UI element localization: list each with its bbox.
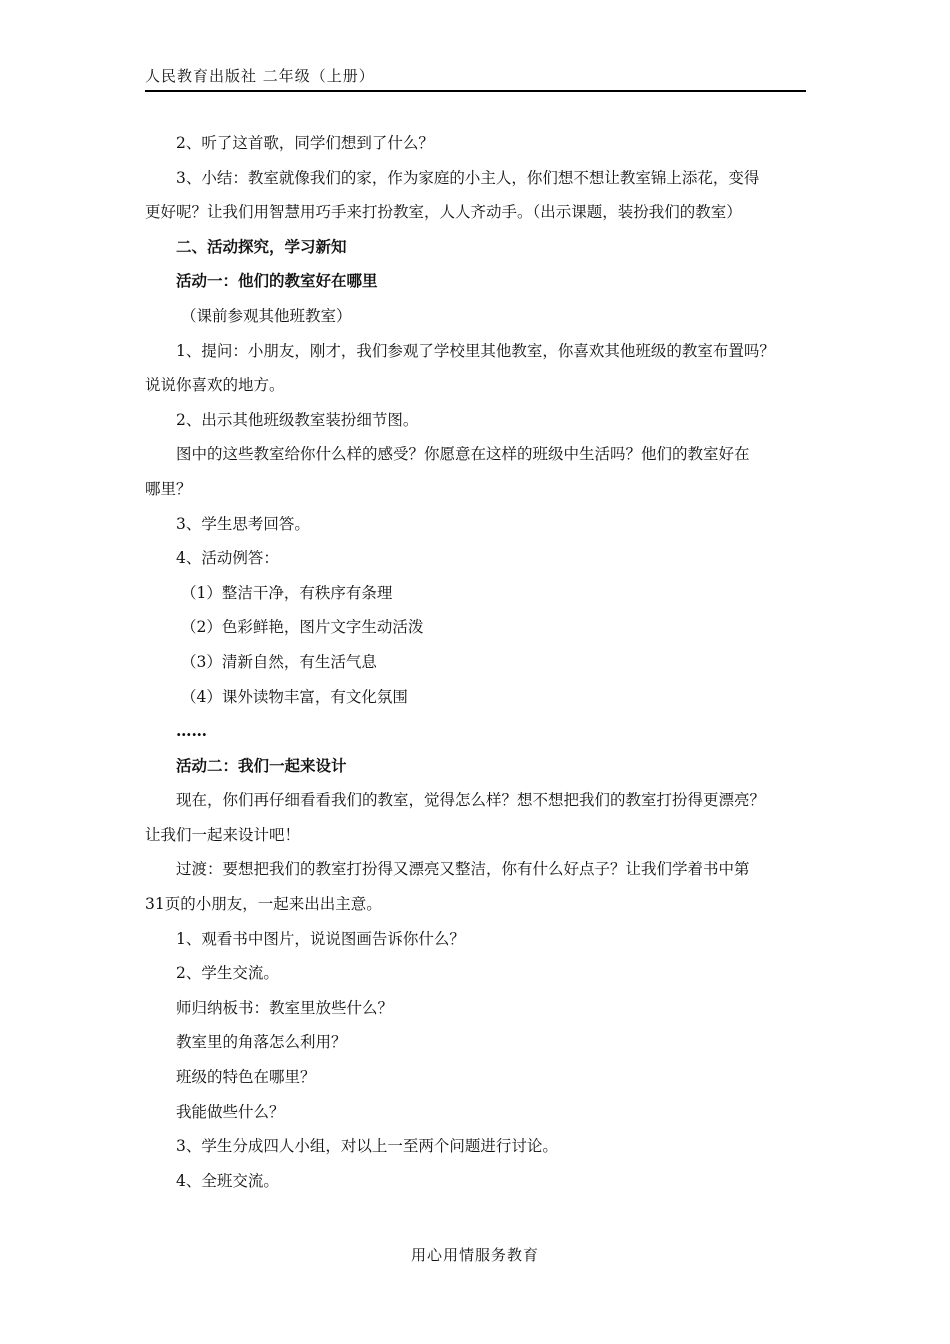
paragraph: 说说你喜欢的地方。 <box>145 376 285 395</box>
page-header: 人民教育出版社 二年级（上册） <box>145 66 806 92</box>
paragraph: 4、全班交流。 <box>176 1171 279 1190</box>
paragraph: 教室里的角落怎么利用？ <box>176 1033 347 1052</box>
paragraph: 过渡：要想把我们的教室打扮得又漂亮又整洁，你有什么好点子？让我们学着书中第 <box>176 860 750 879</box>
page-footer: 用心用情服务教育 <box>410 1246 539 1264</box>
paragraph: 2、出示其他班级教室装扮细节图。 <box>176 410 419 429</box>
paragraph: 2、听了这首歌，同学们想到了什么？ <box>176 134 434 152</box>
list-item: （2）色彩鲜艳，图片文字生动活泼 <box>181 618 424 637</box>
paragraph: 让我们一起来设计吧！ <box>145 825 301 844</box>
paragraph: 我能做些什么？ <box>176 1102 285 1121</box>
paragraph: 4、活动例答： <box>176 549 279 568</box>
paragraph: 3、小结：教室就像我们的家，作为家庭的小主人，你们想不想让教室锦上添花，变得 <box>176 168 760 187</box>
paragraph: （课前参观其他班教室） <box>181 306 352 325</box>
paragraph: 图中的这些教室给你什么样的感受？你愿意在这样的班级中生活吗？他们的教室好在 <box>176 445 750 464</box>
paragraph: 1、提问：小朋友，刚才，我们参观了学校里其他教室，你喜欢其他班级的教室布置吗？ <box>176 341 775 360</box>
paragraph: 3、学生思考回答。 <box>176 514 310 533</box>
paragraph: 更好呢？让我们用智慧用巧手来打扮教室，人人齐动手。（出示课题，装扮我们的教室） <box>145 203 742 222</box>
ellipsis: …… <box>176 721 207 741</box>
paragraph: 师归纳板书：教室里放些什么？ <box>176 998 394 1017</box>
paragraph: 现在，你们再仔细看看我们的教室，觉得怎么样？想不想把我们的教室打扮得更漂亮？ <box>176 791 766 810</box>
paragraph: 2、学生交流。 <box>176 964 279 983</box>
paragraph: 1、观看书中图片，说说图画告诉你什么？ <box>176 929 465 948</box>
activity-heading: 活动二：我们一起来设计 <box>176 755 347 775</box>
paragraph: 哪里？ <box>145 479 192 498</box>
paragraph: 3、学生分成四人小组，对以上一至两个问题进行讨论。 <box>176 1137 558 1156</box>
list-item: （1）整洁干净，有秩序有条理 <box>181 583 393 602</box>
activity-heading: 活动一：他们的教室好在哪里 <box>176 271 378 291</box>
list-item: （3）清新自然，有生活气息 <box>181 652 377 671</box>
paragraph: 班级的特色在哪里？ <box>176 1068 316 1087</box>
document-body <box>145 126 810 1198</box>
list-item: （4）课外读物丰富，有文化氛围 <box>181 687 408 706</box>
section-heading: 二、活动探究，学习新知 <box>176 236 347 256</box>
paragraph: 31页的小朋友，一起来出出主意。 <box>145 895 382 914</box>
